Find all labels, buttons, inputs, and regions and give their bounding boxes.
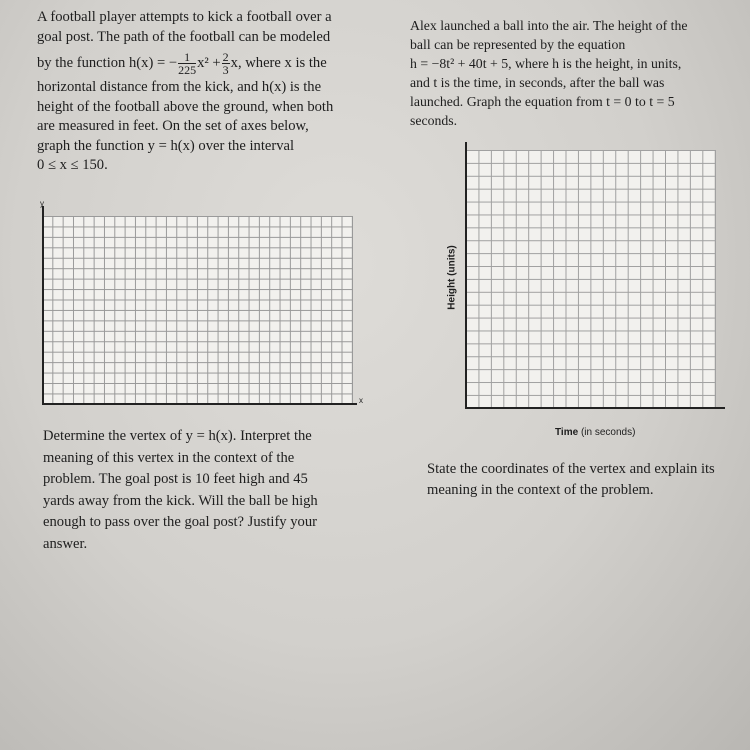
function-prefix: by the function h(x) = − [37, 54, 178, 71]
height-axis [465, 142, 467, 409]
denominator: 225 [178, 63, 197, 77]
text-line: meaning of this vertex in the context of the [43, 449, 295, 466]
text-line: h = −8t² + 40t + 5, where h is the height, in units, [410, 56, 682, 71]
text-line: answer. [43, 535, 88, 552]
fraction-2-3 [222, 51, 230, 76]
text-line: Alex launched a ball into the air. The height of the [410, 18, 688, 33]
function-suffix: x, where x is the [230, 54, 327, 71]
text-line: State the coordinates of the vertex and explain its [427, 461, 715, 477]
text-line: problem. The goal post is 10 feet high and 45 [43, 471, 308, 487]
text-line: Determine the vertex of y = h(x). Interpret the [43, 428, 312, 444]
problem-2-statement [410, 16, 730, 130]
time-unit: (in seconds) [580, 427, 636, 438]
height-axis-label: Height (units) [446, 245, 458, 310]
text-line: A football player attempts to kick a football over a [37, 9, 332, 25]
problem-2-question [427, 459, 747, 501]
graph-grid-2[interactable] [466, 150, 716, 408]
y-axis [42, 206, 44, 405]
time-axis-label [555, 427, 635, 438]
function-line [37, 51, 367, 76]
text-line: goal post. The path of the football can be modeled [37, 28, 331, 45]
text-line: and t is the time, in seconds, after the ball was [410, 75, 665, 90]
text-line: horizontal distance from the kick, and h(x) is the [37, 79, 322, 95]
text-line: enough to pass over the goal post? Justify your [43, 514, 317, 530]
time-axis [465, 407, 725, 409]
text-line: seconds. [410, 113, 458, 128]
denominator: 3 [222, 63, 229, 77]
fraction-1-225 [178, 51, 196, 76]
y-axis-label: y [40, 199, 44, 208]
x-axis [42, 403, 357, 405]
time-label: Time [555, 427, 579, 438]
text-line: are measured in feet. On the set of axes below, [37, 118, 309, 134]
text-line: launched. Graph the equation from t = 0 to t = 5 [410, 94, 675, 109]
x-axis-label: x [359, 396, 363, 405]
function-mid: x² + [197, 54, 221, 71]
text-line: ball can be represented by the equation [410, 37, 626, 52]
numerator: 1 [178, 51, 196, 64]
text-line: yards away from the kick. Will the ball be high [43, 492, 318, 509]
problem-1-statement [37, 8, 367, 176]
numerator: 2 [222, 50, 229, 64]
text-line: 0 ≤ x ≤ 150. [37, 157, 108, 173]
text-line: meaning in the context of the problem. [427, 482, 654, 498]
text-line: height of the football above the ground, when both [37, 98, 334, 115]
text-line: graph the function y = h(x) over the interval [37, 137, 295, 154]
graph-grid-1[interactable] [42, 216, 353, 405]
problem-1-question [43, 426, 353, 555]
